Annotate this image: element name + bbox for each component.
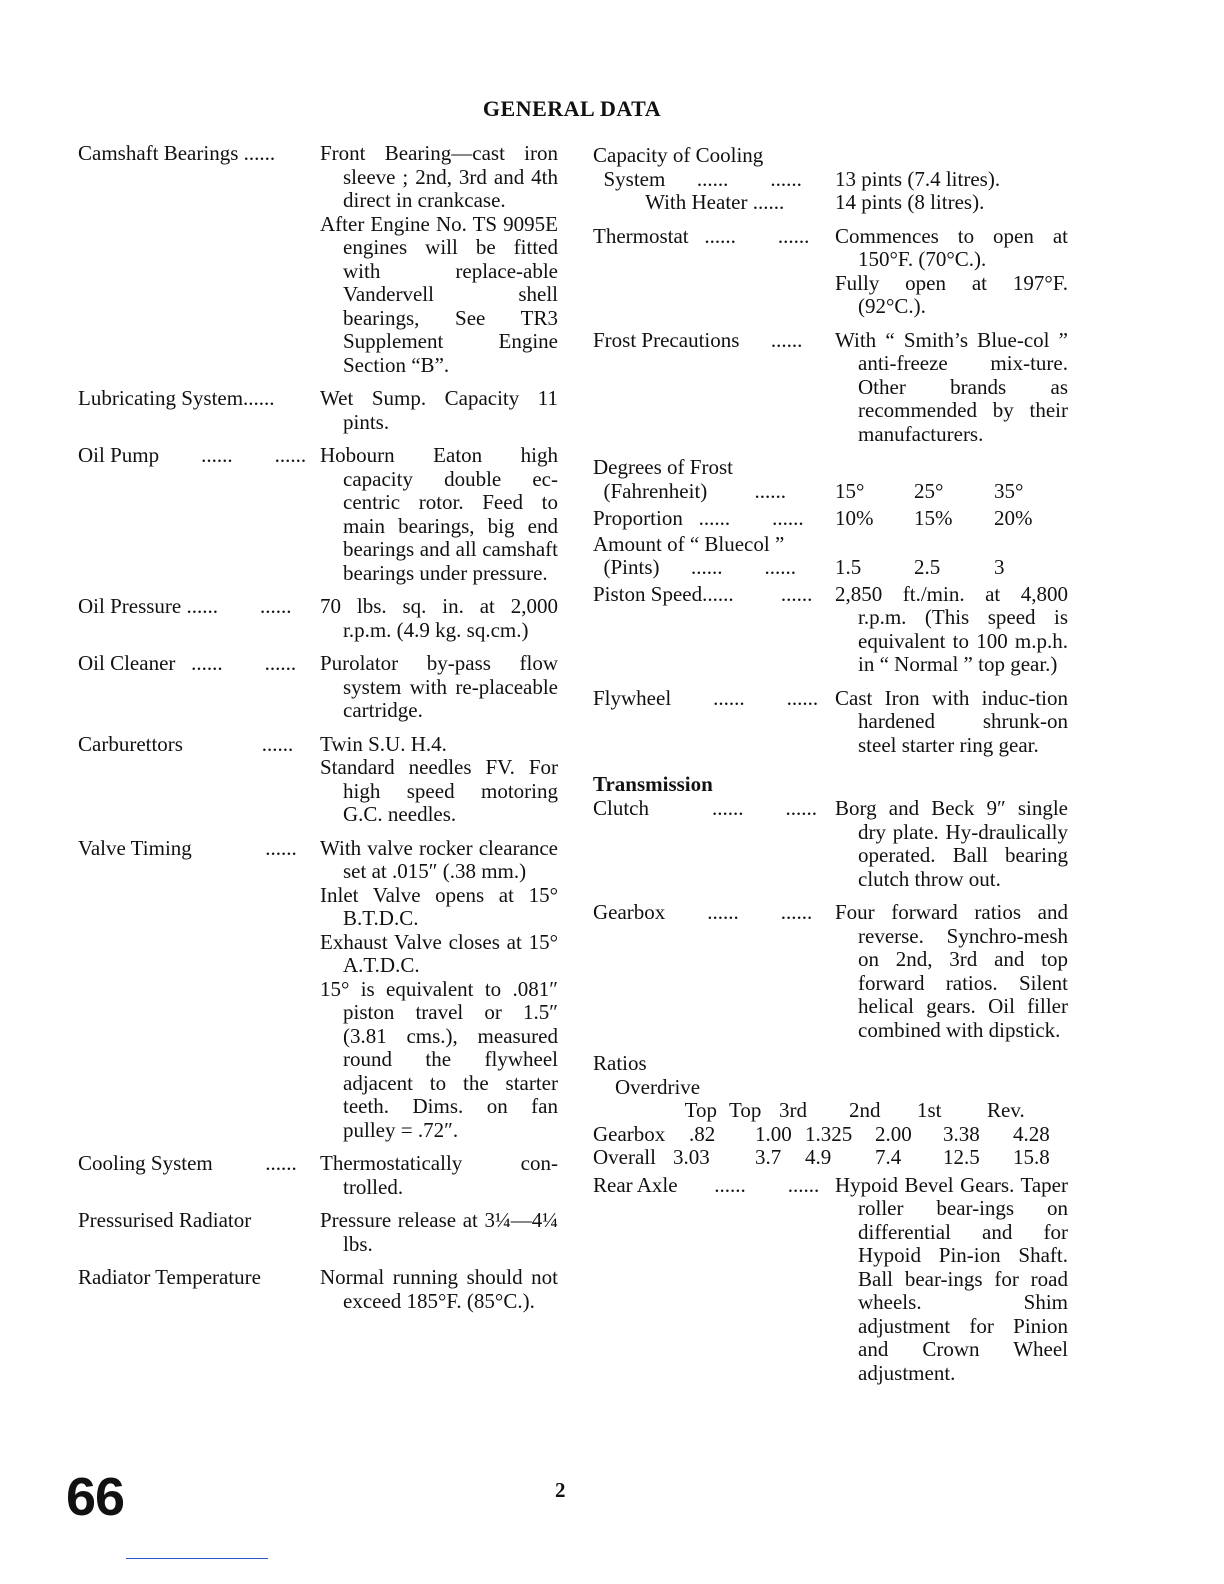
ratios-top-header: Top [684,1098,717,1122]
spec-label: Oil Pressure ...... ...... [78,594,292,618]
spec-value [835,687,1068,758]
spec-row [593,797,1068,891]
spec-value-line: 70 lbs. sq. in. at 2,000 r.p.m. (4.9 kg. sq.cm.) [320,594,558,642]
frost-cell: 15° [835,478,865,503]
spec-value [835,329,1068,447]
spec-value-line: Purolator by-pass flow system with re-placeable cartridge. [320,651,558,722]
ratios-cell: 3.38 [943,1121,980,1146]
engine-spec-list [593,583,1068,758]
spec-row [78,652,558,723]
spec-row [593,1174,1068,1386]
spec-row [78,837,558,1143]
spec-value-line: Exhaust Valve closes at 15° A.T.D.C. [320,929,558,977]
spec-value [835,583,1068,677]
frost-proportion-row [593,507,1068,531]
frost-pints-label: (Pints) ...... ...... [593,555,797,579]
spec-value-line: 15° is equivalent to .081″ piston travel or 1.5″ (3.81 cms.), measured round the flywheel adjacent to the starter teeth. Dims. on fan pulley = .72″. [320,976,558,1142]
ratios-header-row [593,1099,1068,1123]
spec-value-line: 14 pints (8 litres). [835,190,985,214]
spec-row [78,733,558,827]
frost-cell: 3 [994,555,1005,579]
spec-label: Pressurised Radiator [78,1208,252,1232]
spec-value-line: After Engine No. TS 9095E engines will be fitted with replace-able Vandervell shell bearings, See TR3 Supplement Engine Section “B”. [320,211,558,377]
spec-value [835,144,1068,215]
ratios-cell: 12.5 [943,1145,980,1169]
ratios-col-header: Top [729,1098,762,1122]
spec-value-line: Twin S.U. H.4. [320,731,447,756]
ratios-cell: 1.00 [755,1121,792,1146]
spec-row [593,329,1068,447]
spec-value [320,652,558,723]
rear-axle-spec-list [593,1174,1068,1386]
spec-value-line: Pressure release at 3¼—4¼ lbs. [320,1208,558,1256]
ratios-cell: 4.9 [805,1145,832,1169]
page-title: GENERAL DATA [482,96,662,121]
ratios-col-header: 1st [917,1098,942,1122]
frost-cell: 1.5 [835,555,862,579]
frost-table [593,456,1068,580]
spec-label: Thermostat ...... ...... [593,223,810,248]
frost-cell: 10% [835,506,874,530]
spec-row [593,144,1068,215]
ratios-cell: 1.325 [805,1121,853,1146]
spec-value-line: Inlet Valve opens at 15° B.T.D.C. [320,882,558,930]
divider [126,1558,268,1559]
frost-fahrenheit-row [593,480,1068,504]
spec-label: Gearbox ...... ...... [593,900,813,924]
page-number: 66 [66,1467,125,1527]
ratios-col-header: Rev. [987,1098,1025,1122]
frost-proportion-label: Proportion ...... ...... [593,506,804,530]
spec-row [593,583,1068,677]
frost-fahrenheit-label: (Fahrenheit) ...... [593,478,787,503]
spec-value-line: 2,850 ft./min. at 4,800 r.p.m. (This speed is equivalent to 100 m.p.h. in “ Normal ” top gear.) [835,581,1068,676]
spec-value-line: Standard needles FV. For high speed motoring G.C. needles. [320,755,558,826]
ratios-row-label: Overall [593,1145,656,1169]
ratios-cell: 3.7 [755,1145,782,1169]
ratios-row-label: Gearbox [593,1121,666,1146]
spec-value [320,444,558,585]
spec-label: Piston Speed...... ...... [593,581,813,606]
ratios-cell: 4.28 [1013,1121,1050,1146]
spec-value [320,1209,558,1256]
spec-label: Cooling System ...... [78,1151,297,1175]
footer-number: 2 [555,1478,566,1502]
spec-row [78,387,558,434]
spec-row [593,687,1068,758]
ratios-table [593,1052,1068,1170]
spec-value-line: Hobourn Eaton high capacity double ec-centric rotor. Feed to main bearings, big end bearings and all camshaft bearings under pressure. [320,443,558,585]
spec-label: Camshaft Bearings ...... [78,141,276,165]
spec-value [320,837,558,1143]
spec-row [78,595,558,642]
spec-label: Capacity of Cooling System ...... ...... With Heater ...... [593,143,802,214]
spec-value-line: Hypoid Bevel Gears. Taper roller bear-ings on differential and for Hypoid Pin-ion Shaft. Ball bear-ings for road wheels. Shim adjustment for Pinion and Crown Wheel adjustment. [835,1172,1068,1385]
ratios-heading: Ratios [593,1051,647,1075]
spec-row [78,1152,558,1199]
spec-value [835,797,1068,891]
spec-value [320,733,558,827]
spec-value [320,142,558,377]
ratios-cell: 3.03 [673,1145,710,1169]
spec-value-line: Borg and Beck 9″ single dry plate. Hy-draulically operated. Ball bearing clutch throw out. [835,796,1068,891]
spec-value-line [835,144,1068,168]
spec-value-line: Thermostatically con-trolled. [320,1151,558,1199]
frost-cell: 35° [994,478,1024,503]
frost-cell: 20% [994,506,1033,530]
ratios-col-header: 2nd [849,1098,881,1122]
spec-label: Frost Precautions ...... [593,327,803,352]
cooling-spec-list [593,144,1068,446]
spec-value-line: Cast Iron with induc-tion hardened shrunk-on steel starter ring gear. [835,685,1068,757]
spec-value [835,901,1068,1042]
spec-label: Valve Timing ...... [78,835,297,860]
frost-amount-label: Amount of “ Bluecol ” [593,531,785,556]
spec-value [320,1266,558,1313]
spec-value-line: With “ Smith’s Blue-col ” anti-freeze mix-ture. Other brands as recommended by their manufacturers. [835,327,1068,446]
spec-label: Radiator Temperature [78,1265,261,1289]
right-column [593,144,1068,1395]
spec-row [593,225,1068,319]
spec-value-line: Commences to open at 150°F. (70°C.). [835,223,1068,271]
ratios-cell: 2.00 [875,1121,912,1146]
ratios-overdrive-label: Overdrive [615,1074,701,1099]
left-column [78,142,558,1323]
spec-value [320,387,558,434]
spec-value-line: Front Bearing—cast iron sleeve ; 2nd, 3rd and 4th direct in crankcase. [320,141,558,212]
frost-cell: 2.5 [914,555,941,579]
ratios-cell: .82 [689,1121,716,1146]
frost-pints-row [593,556,1068,580]
spec-value [835,225,1068,319]
spec-label: Oil Cleaner ...... ...... [78,651,297,675]
spec-label: Lubricating System...... [78,386,275,410]
spec-label: Carburettors ...... [78,731,294,756]
spec-label: Rear Axle ...... ...... [593,1172,820,1197]
spec-value-line: Four forward ratios and reverse. Synchro-mesh on 2nd, 3rd and top forward ratios. Silent helical gears. Oil filler combined with dipstick. [835,900,1068,1042]
spec-value-line: Wet Sump. Capacity 11 pints. [320,386,558,434]
frost-cell: 15% [914,506,953,530]
spec-value [320,595,558,642]
spec-value [320,1152,558,1199]
spec-value-line: 13 pints (7.4 litres). [835,166,1001,191]
transmission-heading: Transmission [593,772,713,796]
spec-row [593,901,1068,1042]
transmission-spec-list [593,797,1068,1042]
ratios-gearbox-row [593,1123,1068,1147]
spec-label: Clutch ...... ...... [593,796,817,820]
frost-degrees-label: Degrees of Frost [593,455,733,479]
spec-row [78,1209,558,1256]
spec-value [835,1174,1068,1386]
spec-value-line: Fully open at 197°F. (92°C.). [835,270,1068,318]
spec-row [78,142,558,377]
spec-label: Oil Pump ...... ...... [78,443,307,467]
spec-value-line: With valve rocker clearance set at .015″ (.38 mm.) [320,835,558,883]
ratios-overall-row [593,1146,1068,1170]
ratios-cell: 15.8 [1013,1145,1050,1169]
ratios-cell: 7.4 [875,1145,902,1169]
ratios-col-header: 3rd [779,1098,807,1122]
spec-row [78,444,558,585]
spec-value-line: Normal running should not exceed 185°F. (85°C.). [320,1265,558,1313]
spec-row [78,1266,558,1313]
frost-cell: 25° [914,478,944,503]
spec-label: Flywheel ...... ...... [593,685,819,710]
